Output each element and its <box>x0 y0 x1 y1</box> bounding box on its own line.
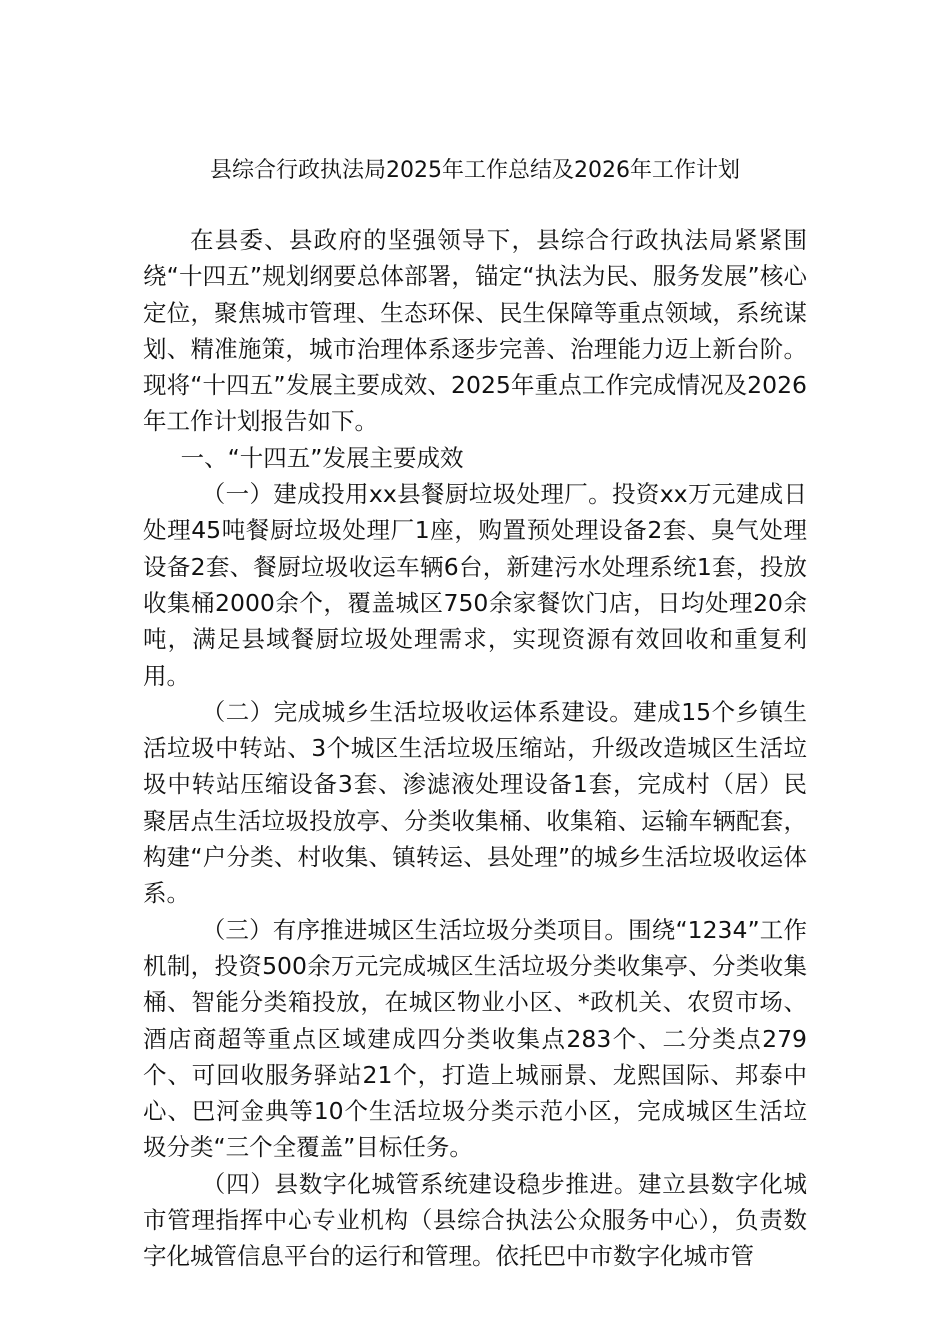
document-body <box>143 222 807 1275</box>
document-title: 县综合行政执法局2025年工作总结及2026年工作计划 <box>210 158 740 183</box>
intro-paragraph: 在县委、县政府的坚强领导下，县综合行政执法局紧紧围绕“十四五”规划纲要总体部署，锚定“执法为民、服务发展”核心定位，聚焦城市管理、生态环保、民生保障等重点领域，系统谋划、精准施策，城市治理体系逐步完善、治理能力迈上新台阶。现将“十四五”发展主要成效、2025年重点工作完成情况及2026年工作计划报告如下。 <box>143 226 807 436</box>
item-paragraph-2: （二）完成城乡生活垃圾收运体系建设。建成15个乡镇生活垃圾中转站、3个城区生活垃圾压缩站，升级改造城区生活垃圾中转站压缩设备3套、渗滤液处理设备1套，完成村（居）民聚居点生活垃圾投放亭、分类收集桶、收集箱、运输车辆配套，构建“户分类、村收集、镇转运、县处理”的城乡生活垃圾收运体系。 <box>143 697 807 908</box>
item-paragraph-4: （四）县数字化城管系统建设稳步推进。建立县数字化城市管理指挥中心专业机构（县综合执法公众服务中心），负责数字化城管信息平台的运行和管理。依托巴中市数字化城市管 <box>143 1169 807 1271</box>
section-heading: 一、“十四五”发展主要成效 <box>180 443 464 472</box>
item-paragraph-1: （一）建成投用xx县餐厨垃圾处理厂。投资xx万元建成日处理45吨餐厨垃圾处理厂1座，购置预处理设备2套、臭气处理设备2套、餐厨垃圾收运车辆6台，新建污水处理系统1套，投放收集桶2000余个，覆盖城区750余家餐饮门店，日均处理20余吨，满足县域餐厨垃圾处理需求，实现资源有效回收和重复利用。 <box>143 480 807 690</box>
item-paragraph-3: （三）有序推进城区生活垃圾分类项目。围绕“1234”工作机制，投资500余万元完成城区生活垃圾分类收集亭、分类收集桶、智能分类箱投放，在城区物业小区、*政机关、农贸市场、酒店商超等重点区域建成四分类收集点283个、二分类点279个、可回收服务驿站21个，打造上城丽景、龙熙国际、邦泰中心、巴河金典等10个生活垃圾分类示范小区，完成城区生活垃圾分类“三个全覆盖”目标任务。 <box>143 915 807 1162</box>
